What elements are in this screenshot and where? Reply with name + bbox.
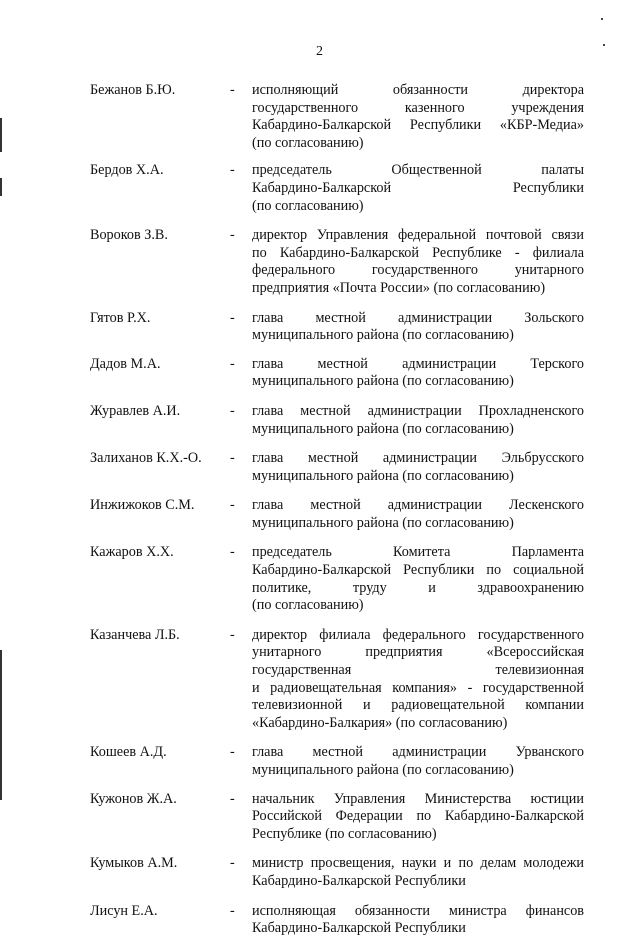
scan-edge-mark xyxy=(0,178,2,196)
position-line: государственного казенного учреждения xyxy=(252,99,584,116)
member-position xyxy=(252,497,584,532)
separator-dash: - xyxy=(230,402,235,419)
member-name: Журавлев А.И. xyxy=(90,402,181,419)
position-line: Кабардино-Балкарской Республики xyxy=(252,920,466,937)
roster-entry xyxy=(90,903,584,938)
separator-dash: - xyxy=(230,744,235,761)
separator-dash: - xyxy=(230,82,235,98)
member-name: Дадов М.А. xyxy=(90,355,161,372)
member-position xyxy=(252,403,584,438)
position-line: глава местной администрации Лескенского xyxy=(252,497,584,514)
position-line: председатель Комитета Парламента xyxy=(252,544,584,561)
member-name: Бердов Х.А. xyxy=(90,162,164,179)
scan-edge-mark xyxy=(0,650,2,800)
member-position xyxy=(252,162,584,215)
member-position xyxy=(252,82,584,152)
roster-entry xyxy=(90,544,584,614)
roster-entry xyxy=(90,162,584,215)
member-roster xyxy=(90,82,584,938)
roster-entry xyxy=(90,497,584,532)
member-position xyxy=(252,627,584,733)
position-line: (по согласованию) xyxy=(252,134,364,151)
separator-dash: - xyxy=(230,450,235,467)
scan-edge-mark xyxy=(0,118,2,152)
position-line: глава местной администрации Прохладненского xyxy=(252,402,584,419)
position-line: муниципального района (по согласованию) xyxy=(252,467,514,484)
member-position xyxy=(252,356,584,391)
position-line: директор филиала федерального государственного xyxy=(252,626,584,643)
position-line: государственная телевизионная xyxy=(252,662,584,679)
page-number: 2 xyxy=(316,44,323,59)
roster-entry xyxy=(90,82,584,152)
position-line: (по согласованию) xyxy=(252,597,364,614)
position-line: федерального государственного унитарного xyxy=(252,262,584,279)
roster-entry xyxy=(90,450,584,485)
scan-dust xyxy=(603,44,605,46)
separator-dash: - xyxy=(230,790,235,807)
position-line: политике, труду и здравоохранению xyxy=(252,579,584,596)
position-line: исполняющая обязанности министра финансов xyxy=(252,902,584,919)
separator-dash: - xyxy=(230,497,235,514)
position-line: Кабардино-Балкарской Республики xyxy=(252,872,466,889)
position-line: «Кабардино-Балкария» (по согласованию) xyxy=(252,714,508,731)
position-line: директор Управления федеральной почтовой связи xyxy=(252,227,584,244)
roster-entry xyxy=(90,310,584,345)
separator-dash: - xyxy=(230,902,235,919)
position-line: Республике (по согласованию) xyxy=(252,825,437,842)
member-position xyxy=(252,227,584,297)
member-name: Вороков З.В. xyxy=(90,227,168,244)
member-name: Лисун Е.А. xyxy=(90,902,158,919)
member-name: Гятов Р.Х. xyxy=(90,309,151,326)
member-name: Кажаров Х.Х. xyxy=(90,544,174,561)
member-position xyxy=(252,310,584,345)
roster-entry xyxy=(90,227,584,297)
roster-entry xyxy=(90,744,584,779)
position-line: начальник Управления Министерства юстиции xyxy=(252,790,584,807)
member-name: Кужонов Ж.А. xyxy=(90,790,177,807)
position-line: глава местной администрации Зольского xyxy=(252,309,584,326)
position-line: Кабардино-Балкарской Республики по социальной xyxy=(252,562,584,579)
position-line: Российской Федерации по Кабардино-Балкарской xyxy=(252,808,584,825)
position-line: и радиовещательная компания» - государственной xyxy=(252,679,584,696)
position-line: муниципального района (по согласованию) xyxy=(252,420,514,437)
roster-entry xyxy=(90,403,584,438)
position-line: председатель Общественной палаты xyxy=(252,162,584,179)
position-line: министр просвещения, науки и по делам молодежи xyxy=(252,855,584,872)
position-line: глава местной администрации Урванского xyxy=(252,744,584,761)
position-line: унитарного предприятия «Всероссийская xyxy=(252,644,584,661)
member-position xyxy=(252,744,584,779)
position-line: предприятия «Почта России» (по согласованию) xyxy=(252,279,546,296)
member-name: Кошеев А.Д. xyxy=(90,744,167,761)
roster-entry xyxy=(90,356,584,391)
separator-dash: - xyxy=(230,227,235,244)
member-position xyxy=(252,855,584,890)
position-line: муниципального района (по согласованию) xyxy=(252,762,514,778)
member-name: Инжижоков С.М. xyxy=(90,497,195,514)
position-line: Кабардино-Балкарской Республики xyxy=(252,179,584,196)
position-line: муниципального района (по согласованию) xyxy=(252,327,514,344)
member-name: Залиханов К.Х.-О. xyxy=(90,450,202,467)
member-name: Кумыков А.М. xyxy=(90,855,178,872)
position-line: телевизионной и радиовещательной компании xyxy=(252,697,584,714)
position-line: глава местной администрации Эльбрусского xyxy=(252,450,584,467)
position-line: по Кабардино-Балкарской Республике - филиала xyxy=(252,244,584,261)
separator-dash: - xyxy=(230,626,235,643)
member-name: Казанчева Л.Б. xyxy=(90,626,180,643)
position-line: исполняющий обязанности директора xyxy=(252,82,584,98)
separator-dash: - xyxy=(230,355,235,372)
scan-dust xyxy=(601,18,603,20)
roster-entry xyxy=(90,791,584,844)
position-line: муниципального района (по согласованию) xyxy=(252,514,514,531)
member-name: Бежанов Б.Ю. xyxy=(90,82,176,98)
separator-dash: - xyxy=(230,162,235,179)
member-position xyxy=(252,544,584,614)
separator-dash: - xyxy=(230,309,235,326)
position-line: глава местной администрации Терского xyxy=(252,355,584,372)
separator-dash: - xyxy=(230,855,235,872)
separator-dash: - xyxy=(230,544,235,561)
member-position xyxy=(252,903,584,938)
roster-entry xyxy=(90,855,584,890)
position-line: (по согласованию) xyxy=(252,197,364,214)
roster-entry xyxy=(90,627,584,733)
member-position xyxy=(252,791,584,844)
member-position xyxy=(252,450,584,485)
position-line: муниципального района (по согласованию) xyxy=(252,373,514,390)
position-line: Кабардино-Балкарской Республики «КБР-Медиа» xyxy=(252,117,584,134)
